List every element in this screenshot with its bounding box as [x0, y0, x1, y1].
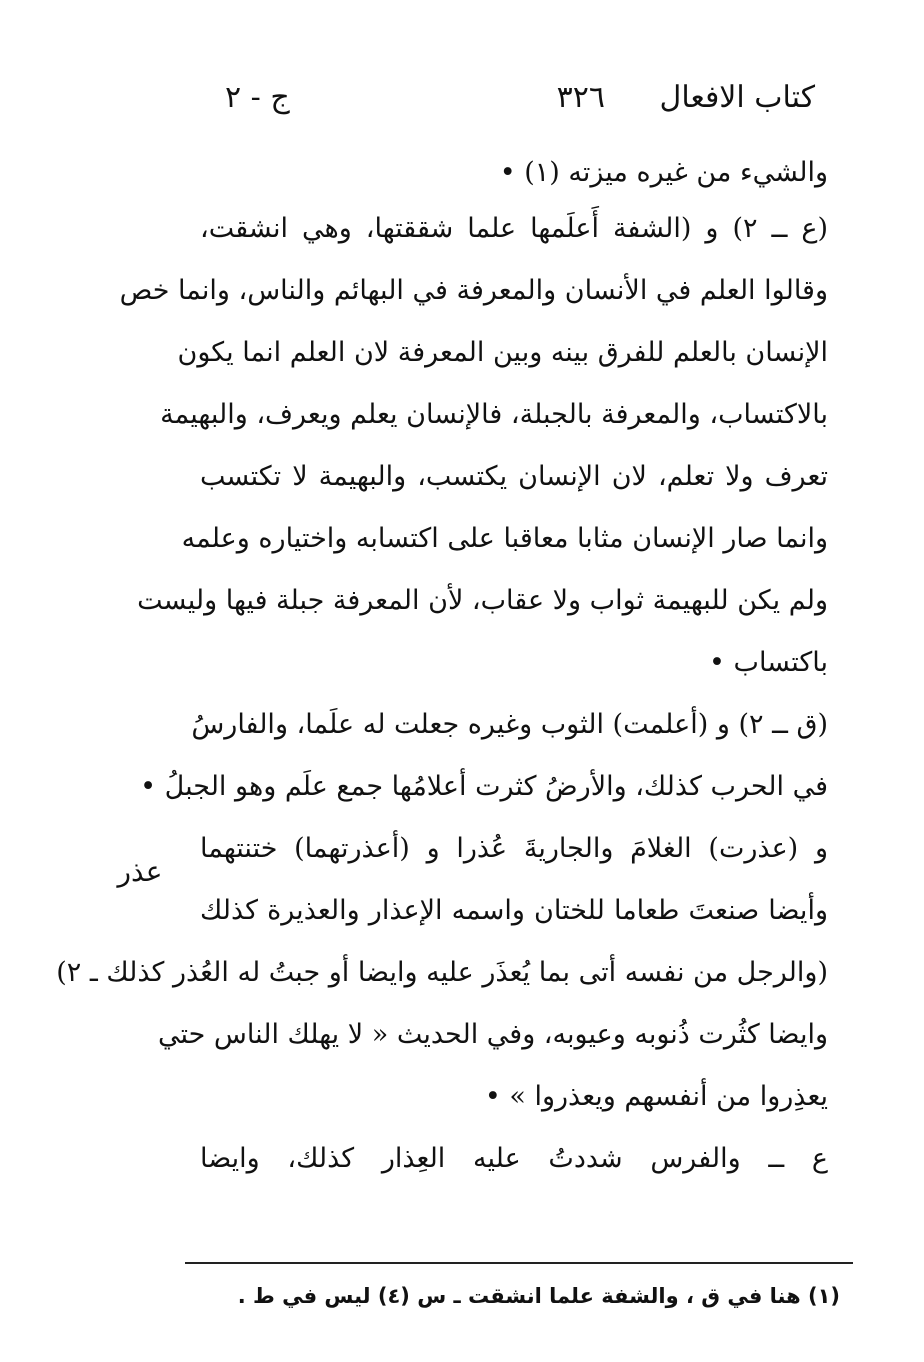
text-line: تعرف ولا تعلم، لان الإنسان يكتسب، والبهيمة لا تكتسب — [200, 461, 828, 492]
text-line: وانما صار الإنسان مثابا معاقبا على اكتسابه واختياره وعلمه — [181, 523, 828, 554]
text-line: يعذِروا من أنفسهم ويعذروا » • — [484, 1081, 828, 1112]
text-line: باكتساب • — [709, 647, 828, 678]
text-line: الإنسان بالعلم للفرق بينه وبين المعرفة لان العلم انما يكون — [177, 337, 828, 368]
text-line: وقالوا العلم في الأنسان والمعرفة في البهائم والناس، وانما خص — [119, 275, 828, 306]
text-line: والشيء من غيره ميزته (١) • — [499, 157, 828, 188]
text-line: وايضا كثُرت ذُنوبه وعيوبه، وفي الحديث « لا يهلك الناس حتي — [157, 1019, 828, 1050]
volume-number: ج - ٢ — [225, 80, 290, 115]
text-line: وأيضا صنعتَ طعاما للختان واسمه الإعذار والعذيرة كذلك — [200, 895, 828, 926]
text-line: (والرجل من نفسه أتى بما يُعذَر عليه وايضا أو جبتُ له العُذر كذلك ـ ٢) — [56, 957, 828, 988]
margin-keyword: عذر — [117, 855, 163, 888]
page-header — [215, 80, 815, 130]
page-number: ٣٢٦ — [556, 80, 605, 115]
text-line: (ع ــ ٢) و (الشفة أَعلَمها علما شققتها، وهي انشقت، — [200, 213, 828, 244]
body-text — [56, 148, 828, 1190]
footnote-divider — [185, 1262, 853, 1264]
text-line: ولم يكن للبهيمة ثواب ولا عقاب، لأن المعرفة جبلة فيها وليست — [137, 585, 828, 616]
footnote: (١) هنا في ق ، والشفة علما انشقت ـ س (٤) ليس في ط . — [237, 1284, 840, 1308]
text-line: و (عذرت) الغلامَ والجاريةَ عُذرا و (أعذرتهما) ختنتهما — [200, 833, 828, 864]
book-title: كتاب الافعال — [659, 80, 815, 115]
text-line: (ق ــ ٢) و (أعلمت) الثوب وغيره جعلت له علَما، والفارسُ — [191, 709, 828, 740]
text-line: في الحرب كذلك، والأرضُ كثرت أعلامُها جمع علَم وهو الجبلُ • — [140, 771, 828, 802]
text-line: بالاكتساب، والمعرفة بالجبلة، فالإنسان يعلم ويعرف، والبهيمة — [160, 399, 828, 430]
text-line: ع ــ والفرس شددتُ عليه العِذار كذلك، وايضا — [200, 1143, 828, 1174]
